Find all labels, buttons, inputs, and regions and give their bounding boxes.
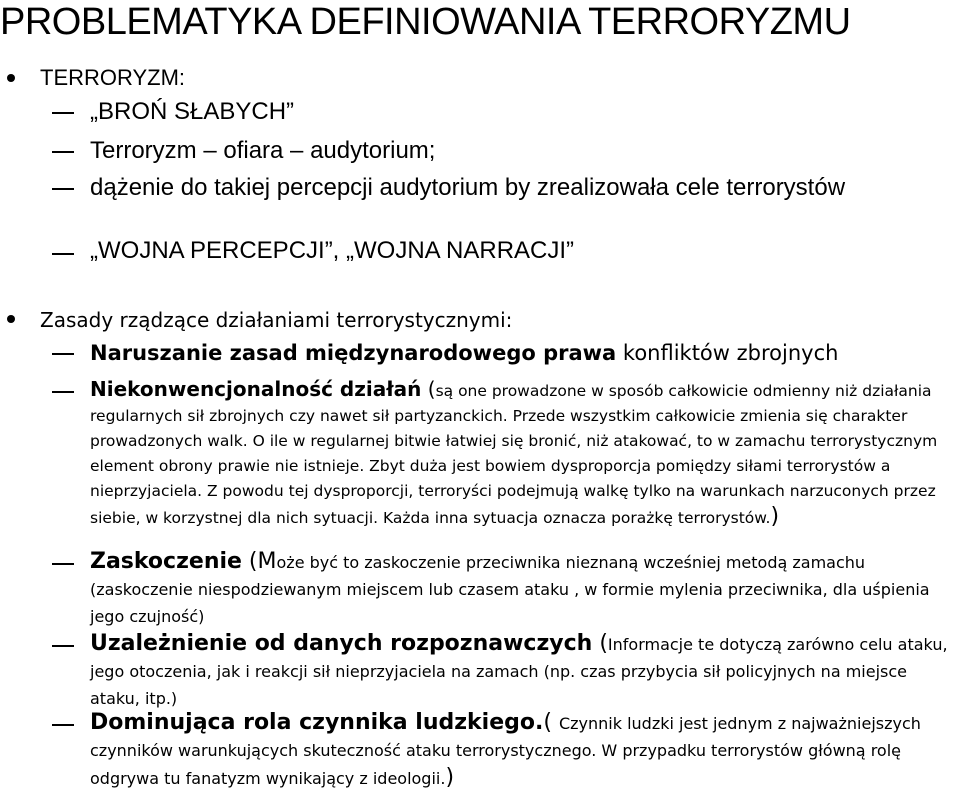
- dash-icon: [52, 353, 74, 355]
- dash-icon: [52, 391, 74, 393]
- dash-icon: [52, 645, 74, 647]
- rule-body: Informacje te dotyczą zarówno celu ataku, jego otoczenia, jak i reakcji sił nieprzyjaciela na zamach (np. czas przybycia sił policyjnych na miejsce ataku, itp.): [90, 635, 948, 708]
- section1-item: dążenie do takiej percepcji audytorium by zrealizowała cele terrorystów: [90, 174, 846, 201]
- dash-icon: [52, 151, 74, 153]
- rule-lead: Uzależnienie od danych rozpoznawczych: [90, 631, 593, 656]
- section1-item: „WOJNA PERCEPCJI”, „WOJNA NARRACJI”: [90, 237, 575, 264]
- rule-paren: (: [421, 377, 436, 401]
- rule-item: [90, 630, 958, 712]
- rule-body: konfliktów zbrojnych: [616, 341, 839, 365]
- slide-title: PROBLEMATYKA DEFINIOWANIA TERRORYZMU: [0, 1, 851, 43]
- rule-body: (zaskoczenie niespodziewanym miejscem lub czasem ataku , w formie mylenia przeciwnika, dla uśpienia jego czujność): [90, 580, 930, 626]
- rule-lead: Naruszanie zasad międzynarodowego prawa: [90, 341, 617, 365]
- section1-item: Terroryzm – ofiara – audytorium;: [90, 137, 436, 164]
- dash-icon: [52, 112, 74, 114]
- bullet-icon: [7, 315, 15, 323]
- rule-paren: ): [770, 504, 780, 529]
- rule-item: [90, 709, 958, 792]
- rule-paren: (: [592, 631, 608, 656]
- rule-lead: Dominująca rola czynnika ludzkiego.: [90, 710, 544, 735]
- dash-icon: [52, 188, 74, 190]
- rule-lead: Zaskoczenie: [90, 549, 242, 574]
- rule-body: są one prowadzone w sposób całkowicie odmienny niż działania regularnych sił zbrojnych czy nawet sił partyzanckich. Przede wszystkim całkowicie zmienia się charakter prowadzonych walk. O ile w regularnej bitwie łatwiej się bronić, niż atakować, to w zamachu terrorystycznym element obrony prawie nie istnieje. Zbyt duża jest bowiem dysproporcja pomiędzy siłami terrorystów a nieprzyjaciela. Z powodu tej dysproporcji, terroryści podejmują walkę tylko na warunkach narzuconych przez siebie, w korzystnej dla nich sytuacji. Każda inna sytuacja oznacza porażkę terrorystów.: [90, 382, 938, 527]
- dash-icon: [52, 724, 74, 726]
- section1-item: „BROŃ SŁABYCH”: [90, 98, 295, 125]
- rule-paren: (M: [241, 549, 277, 574]
- dash-icon: [52, 563, 74, 565]
- rule-item: [90, 339, 958, 367]
- rule-body: oże być to zaskoczenie przeciwnika nieznaną wcześniej metodą zamachu: [276, 553, 866, 572]
- dash-icon: [52, 253, 74, 255]
- rule-lead: Niekonwencjonalność działań: [90, 377, 422, 401]
- section2-heading: Zasady rządzące działaniami terrorystycznymi:: [40, 308, 513, 332]
- rule-item: [90, 548, 958, 630]
- rule-paren: (: [543, 710, 559, 735]
- section1-heading: TERRORYZM:: [40, 65, 186, 90]
- bullet-icon: [7, 74, 15, 82]
- rule-paren: ): [445, 765, 455, 790]
- rule-item: [90, 377, 958, 531]
- rule-body: Czynnik ludzki jest jednym z najważniejszych czynników warunkujących skuteczność ataku terrorystycznego. W przypadku terrorystów główną rolę odgrywa tu fanatyzm wynikający z ideologii.: [90, 714, 921, 788]
